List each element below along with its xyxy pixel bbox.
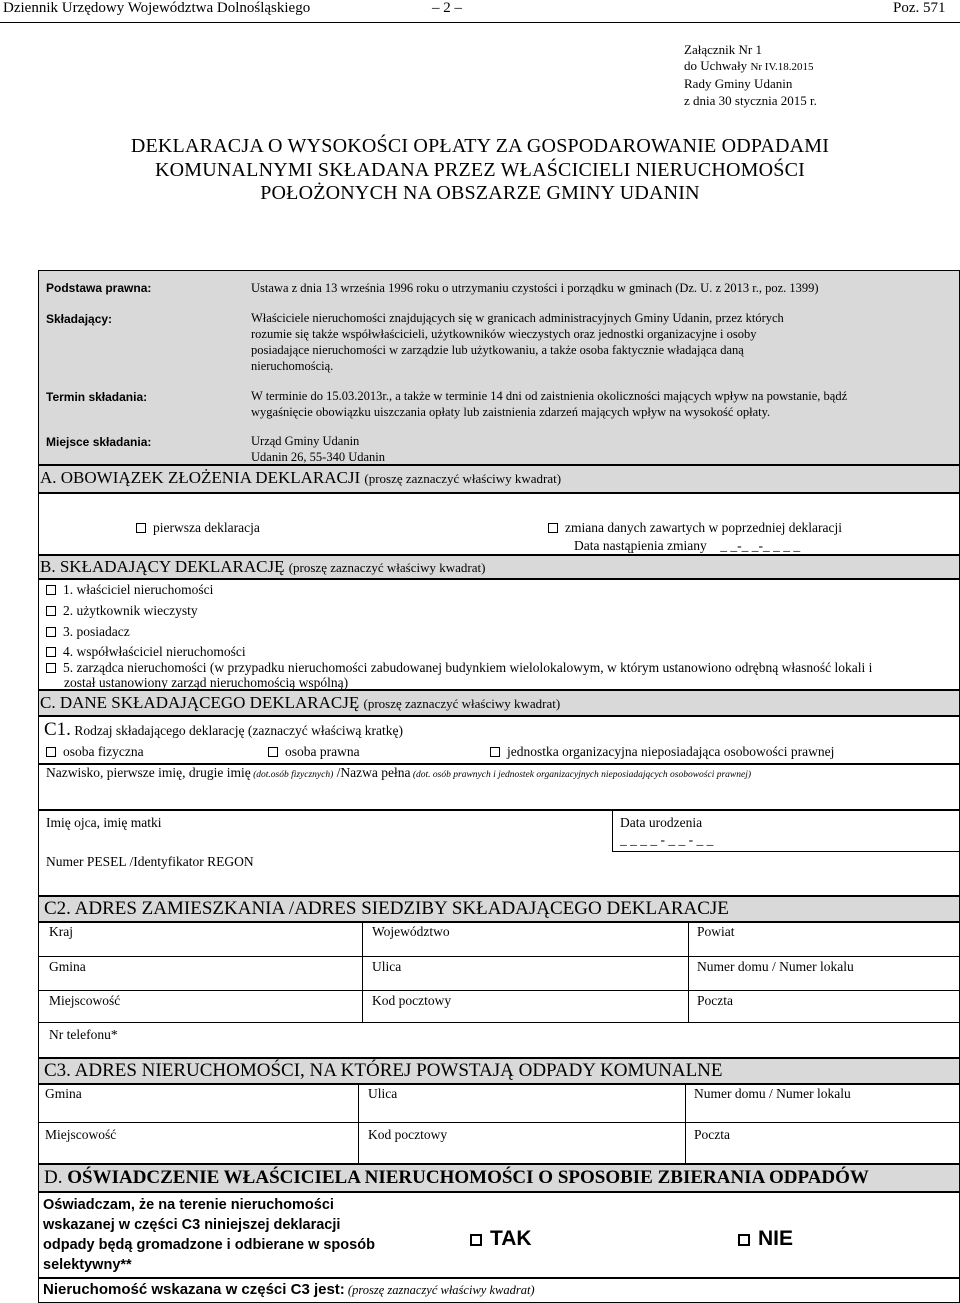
property-post-office-field[interactable]: Poczta bbox=[694, 1127, 730, 1142]
place-label: Miejsce składania: bbox=[46, 435, 152, 449]
c1-option-legal-person[interactable]: osoba prawna bbox=[268, 744, 360, 760]
municipality-field[interactable]: Gmina bbox=[49, 959, 86, 974]
filer-option-manager[interactable]: 5. zarządca nieruchomości (w przypadku nieruchomości zabudowanej budynkiem wielolokalowym, w którym ustanowiono odrębną własność lokali i bbox=[46, 660, 872, 676]
property-municipality-field[interactable]: Gmina bbox=[45, 1086, 82, 1101]
property-postal-code-field[interactable]: Kod pocztowy bbox=[368, 1127, 448, 1142]
c2-row-divider bbox=[38, 956, 960, 957]
c3-col-divider bbox=[685, 1084, 686, 1164]
checkbox-icon[interactable] bbox=[490, 747, 500, 757]
statement-line-4: selektywny** bbox=[43, 1257, 132, 1273]
c2-row-divider bbox=[38, 1022, 960, 1023]
c2-col-divider bbox=[362, 922, 363, 1022]
county-field[interactable]: Powiat bbox=[697, 924, 735, 939]
section-b-title: B. SKŁADAJĄCY DEKLARACJĘ (proszę zaznaczyć właściwy kwadrat) bbox=[40, 557, 486, 576]
property-house-number-field[interactable]: Numer domu / Numer lokalu bbox=[694, 1086, 851, 1101]
checkbox-icon[interactable] bbox=[46, 747, 56, 757]
filer-line-3: posiadające nieruchomości w zarządzie lub użytkowaniu, a także osoba faktycznie władająca daną bbox=[251, 343, 744, 357]
section-c2-title: C2. ADRES ZAMIESZKANIA /ADRES SIEDZIBY SKŁADAJĄCEGO DEKLARACJE bbox=[44, 898, 729, 919]
voivodeship-field[interactable]: Województwo bbox=[372, 924, 450, 939]
attachment-line-3: Rady Gminy Udanin bbox=[684, 76, 793, 91]
filer-line-1: Właściciele nieruchomości znajdujących się w granicach administracyjnych Gminy Udanin, przez których bbox=[251, 311, 784, 325]
document-title-line-2: KOMUNALNYMI SKŁADANA PRZEZ WŁAŚCICIELI NIERUCHOMOŚCI bbox=[154, 159, 806, 181]
c1-option-natural-person[interactable]: osoba fizyczna bbox=[46, 744, 144, 760]
section-d-title: D. OŚWIADCZENIE WŁAŚCICIELA NIERUCHOMOŚCI O SPOSOBIE ZBIERANIA ODPADÓW bbox=[44, 1167, 869, 1188]
attachment-line-1: Załącznik Nr 1 bbox=[684, 42, 762, 57]
checkbox-icon[interactable] bbox=[268, 747, 278, 757]
checkbox-icon[interactable] bbox=[136, 523, 146, 533]
journal-name: Dziennik Urzędowy Województwa Dolnośląskiego bbox=[3, 0, 311, 16]
pesel-label: Numer PESEL /Identyfikator REGON bbox=[46, 854, 254, 869]
parents-label: Imię ojca, imię matki bbox=[46, 815, 162, 830]
c2-col-divider bbox=[688, 922, 689, 1022]
street-field[interactable]: Ulica bbox=[372, 959, 402, 974]
filer-line-2: rozumie się także współwłaścicieli, użytkowników wieczystych oraz jednostki organizacyjne i osoby bbox=[251, 327, 757, 341]
property-street-field[interactable]: Ulica bbox=[368, 1086, 398, 1101]
document-title-line-1: DEKLARACJA O WYSOKOŚCI OPŁATY ZA GOSPODAROWANIE ODPADAMI bbox=[130, 135, 830, 157]
checkbox-icon[interactable] bbox=[46, 606, 56, 616]
name-label: Nazwisko, pierwsze imię, drugie imię (dot.osób fizycznych) /Nazwa pełna (dot. osób prawnych i jednostek organizacyjnych nieposiadających osobowości prawnej) bbox=[46, 765, 752, 780]
option-data-change[interactable]: zmiana danych zawartych w poprzedniej deklaracji bbox=[548, 520, 842, 536]
checkbox-icon[interactable] bbox=[46, 585, 56, 595]
post-office-field[interactable]: Poczta bbox=[697, 993, 733, 1008]
phone-field[interactable]: Nr telefonu* bbox=[49, 1027, 118, 1042]
place-line-1: Urząd Gminy Udanin bbox=[251, 434, 360, 448]
deadline-label: Termin składania: bbox=[46, 390, 148, 404]
filer-option-owner[interactable]: 1. właściciel nieruchomości bbox=[46, 582, 213, 598]
option-yes[interactable]: TAK bbox=[470, 1227, 532, 1251]
checkbox-icon[interactable] bbox=[548, 523, 558, 533]
c1-heading: C1. Rodzaj składającego deklarację (zaznaczyć właściwą kratkę) bbox=[44, 719, 403, 740]
filer-label: Składający: bbox=[46, 312, 113, 326]
statement-line-2: wskazanej w części C3 niniejszej deklaracji bbox=[43, 1217, 341, 1233]
section-a-title: A. OBOWIĄZEK ZŁOŻENIA DEKLARACJI (proszę zaznaczyć właściwy kwadrat) bbox=[40, 468, 562, 487]
page-number: – 2 – bbox=[432, 0, 462, 16]
birth-date-blank: _ _ _ _ - _ _ - _ _ bbox=[620, 832, 714, 847]
filer-option-possessor[interactable]: 3. posiadacz bbox=[46, 624, 130, 640]
section-c3-title: C3. ADRES NIERUCHOMOŚCI, NA KTÓREJ POWSTAJĄ ODPADY KOMUNALNE bbox=[44, 1060, 723, 1081]
c3-row-divider bbox=[38, 1122, 960, 1123]
checkbox-icon[interactable] bbox=[738, 1234, 750, 1246]
option-first-declaration[interactable]: pierwsza deklaracja bbox=[136, 520, 260, 536]
country-field[interactable]: Kraj bbox=[49, 924, 73, 939]
statement-line-3: odpady będą gromadzone i odbierane w sposób bbox=[43, 1237, 375, 1253]
place-line-2: Udanin 26, 55-340 Udanin bbox=[251, 450, 386, 464]
info-box bbox=[38, 270, 960, 465]
filer-option-perpetual-user[interactable]: 2. użytkownik wieczysty bbox=[46, 603, 198, 619]
filer-option-co-owner[interactable]: 4. współwłaściciel nieruchomości bbox=[46, 644, 246, 660]
locality-field[interactable]: Miejscowość bbox=[49, 993, 121, 1008]
c2-row-divider bbox=[38, 990, 960, 991]
checkbox-icon[interactable] bbox=[46, 627, 56, 637]
property-type-label: Nieruchomość wskazana w części C3 jest: (proszę zaznaczyć właściwy kwadrat) bbox=[43, 1281, 535, 1298]
change-date-field[interactable]: Data nastąpienia zmiany _ _-_ _-_ _ _ _ bbox=[574, 538, 801, 553]
checkbox-icon[interactable] bbox=[470, 1234, 482, 1246]
section-c-title: C. DANE SKŁADAJĄCEGO DEKLARACJĘ (proszę zaznaczyć właściwy kwadrat) bbox=[40, 693, 561, 712]
postal-code-field[interactable]: Kod pocztowy bbox=[372, 993, 452, 1008]
checkbox-icon[interactable] bbox=[46, 663, 56, 673]
header-rule bbox=[0, 22, 960, 23]
deadline-line-2: wygaśnięcie obowiązku uiszczania opłaty lub zaistnienia zdarzeń mających wpływ na wysokość opłaty. bbox=[251, 405, 771, 419]
document-title-line-3: POŁOŻONYCH NA OBSZARZE GMINY UDANIN bbox=[260, 182, 700, 204]
position-number: Poz. 571 bbox=[893, 0, 946, 16]
deadline-line-1: W terminie do 15.03.2013r., a także w terminie 14 dni od zaistnienia okoliczności mających wpływ na powstanie, bądź bbox=[251, 389, 848, 403]
birth-date-label: Data urodzenia bbox=[620, 815, 703, 830]
checkbox-icon[interactable] bbox=[46, 647, 56, 657]
attachment-line-2: do Uchwały Nr IV.18.2015 bbox=[684, 58, 814, 73]
attachment-line-4: z dnia 30 stycznia 2015 r. bbox=[684, 93, 817, 108]
filer-option-manager-cont: został ustanowiony zarząd nieruchomością wspólną) bbox=[64, 675, 349, 690]
basis-text: Ustawa z dnia 13 września 1996 roku o utrzymaniu czystości i porządku w gminach (Dz. U. z 2013 r., poz. 1399) bbox=[251, 281, 819, 295]
statement-line-1: Oświadczam, że na terenie nieruchomości bbox=[43, 1197, 334, 1213]
c3-col-divider bbox=[358, 1084, 359, 1164]
property-locality-field[interactable]: Miejscowość bbox=[45, 1127, 117, 1142]
option-no[interactable]: NIE bbox=[738, 1227, 793, 1251]
filer-line-4: nieruchomością. bbox=[251, 359, 334, 373]
c1-option-organizational-unit[interactable]: jednostka organizacyjna nieposiadająca osobowości prawnej bbox=[490, 744, 834, 760]
basis-label: Podstawa prawna: bbox=[46, 281, 152, 295]
house-number-field[interactable]: Numer domu / Numer lokalu bbox=[697, 959, 854, 974]
